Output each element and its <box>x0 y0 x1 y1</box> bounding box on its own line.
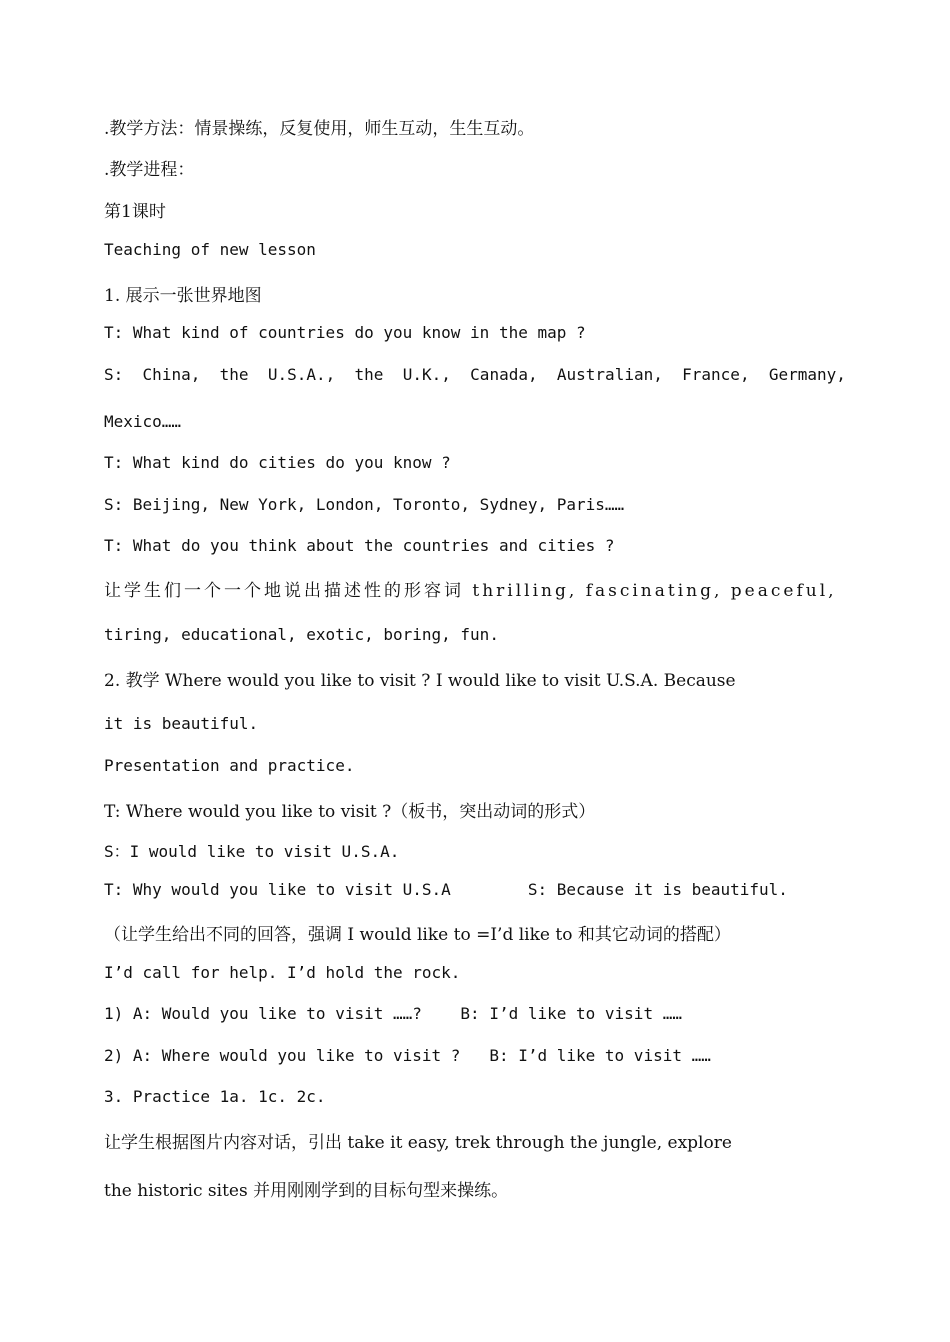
teaching-process-line: .教学进程： <box>104 160 195 180</box>
word: U.S.A., <box>267 365 336 384</box>
countries-answer-line <box>104 365 846 384</box>
instruction-cont: the historic sites 并用刚刚学到的目标句型来操练。 <box>104 1181 509 1201</box>
instruction-line: 让学生们一个一个地说出描述性的形容词 thrilling, fascinating, peaceful, <box>104 581 837 601</box>
note-line: （让学生给出不同的回答，强调 I would like to =I’d like to 和其它动词的搭配） <box>104 925 731 945</box>
lesson-heading: 第1课时 <box>104 202 166 222</box>
dialogue-line: S: Beijing, New York, London, Toronto, Sydney, Paris…… <box>104 495 625 514</box>
word: Germany, <box>768 365 846 384</box>
drill-line: 2) A: Where would you like to visit ? B: I’d like to visit …… <box>104 1046 711 1065</box>
word: U.K., <box>402 365 451 384</box>
word: the <box>354 365 384 384</box>
section-heading: Teaching of new lesson <box>104 240 316 259</box>
word: France, <box>682 365 750 384</box>
step-3-line: 3. Practice 1a. 1c. 2c. <box>104 1087 326 1106</box>
dialogue-line: T: What kind do cities do you know ? <box>104 453 451 472</box>
instruction-line: 让学生根据图片内容对话，引出 take it easy, trek through the jungle, explore <box>104 1133 732 1153</box>
dialogue-line: T: Where would you like to visit ?（板书，突出动词的形式） <box>104 802 596 822</box>
drill-line: 1) A: Would you like to visit ……? B: I’d like to visit …… <box>104 1004 682 1023</box>
teaching-method-line: .教学方法：情景操练，反复使用，师生互动，生生互动。 <box>104 119 535 139</box>
dialogue-line: S：I would like to visit U.S.A. <box>104 842 400 861</box>
countries-answer-cont: Mexico…… <box>104 412 182 431</box>
word: China, <box>142 365 201 384</box>
word: the <box>219 365 249 384</box>
step-2-line: 2. 教学 Where would you like to visit ? I would like to visit U.S.A. Because <box>104 671 736 691</box>
word: Canada, <box>470 365 538 384</box>
instruction-cont: tiring, educational, exotic, boring, fun. <box>104 625 499 644</box>
dialogue-line: T: What do you think about the countries and cities ? <box>104 536 615 555</box>
step-2-cont: it is beautiful. <box>104 714 259 733</box>
word: Australian, <box>556 365 663 384</box>
dialogue-line: T: What kind of countries do you know in the map ? <box>104 323 586 342</box>
section-heading: Presentation and practice. <box>104 756 355 775</box>
dialogue-line: T: Why would you like to visit U.S.A S: Because it is beautiful. <box>104 880 788 899</box>
word: S: <box>104 365 124 384</box>
step-1-line: 1. 展示一张世界地图 <box>104 286 262 306</box>
example-line: I’d call for help. I’d hold the rock. <box>104 963 461 982</box>
